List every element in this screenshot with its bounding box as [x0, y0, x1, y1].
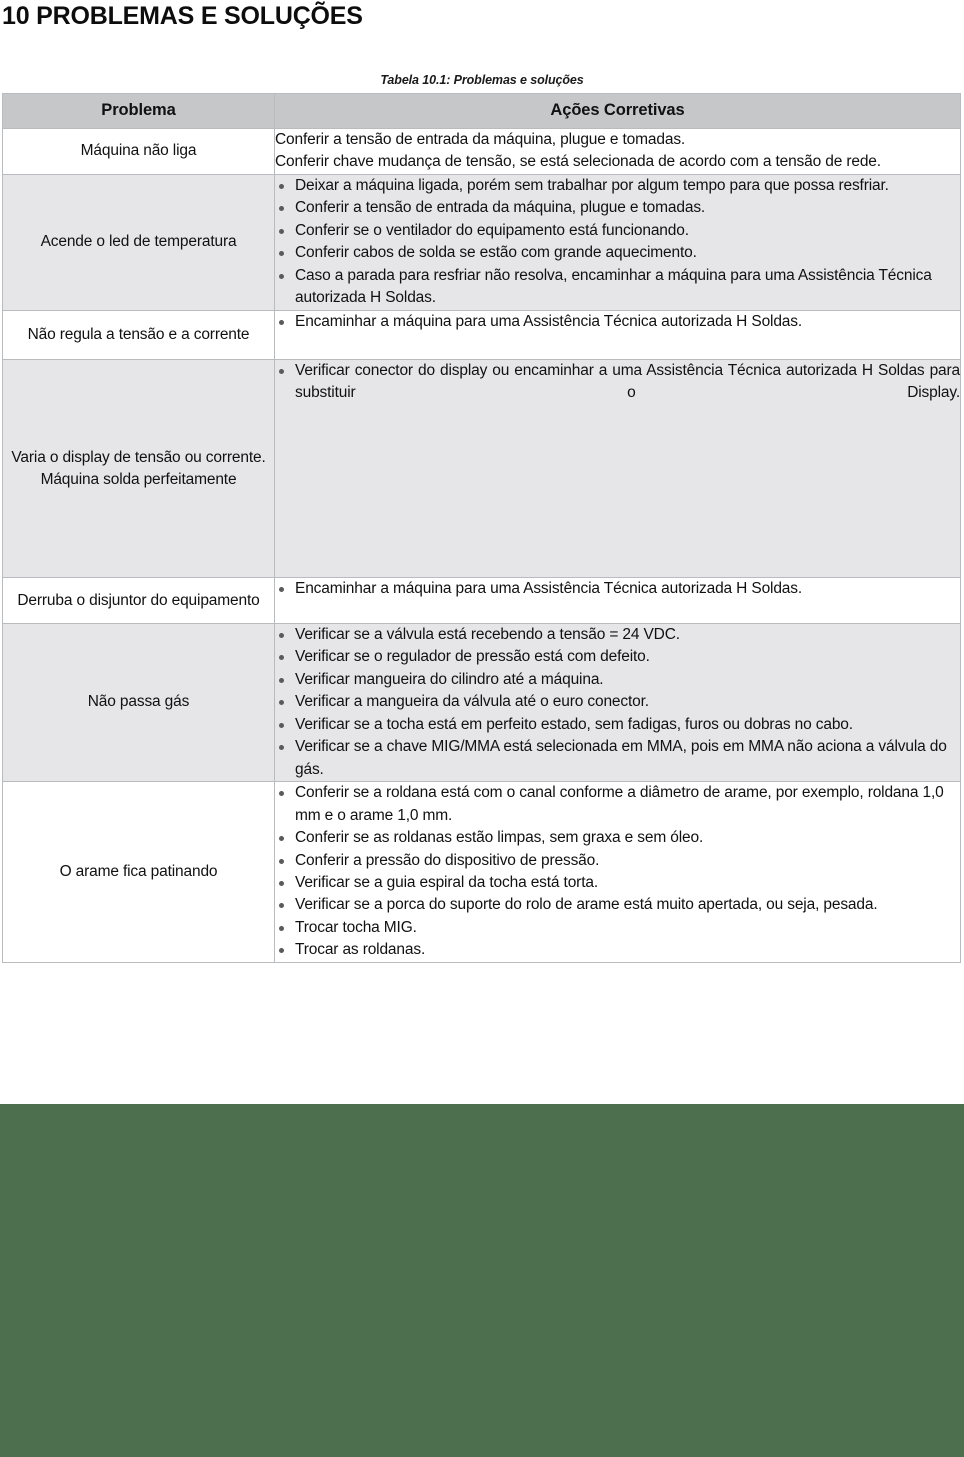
- action-list-item: [275, 175, 960, 197]
- action-list-item: [275, 894, 960, 916]
- bullet-icon: [279, 723, 284, 728]
- action-text: Verificar mangueira do cilindro até a máquina.: [295, 670, 604, 688]
- actions-cell: [275, 623, 961, 781]
- table-row: [3, 128, 961, 174]
- bullet-icon: [279, 926, 284, 931]
- problem-cell: [3, 174, 275, 310]
- action-paragraph: Conferir a tensão de entrada da máquina, plugue e tomadas.: [275, 130, 686, 148]
- problem-cell: [3, 578, 275, 623]
- cell-spacer: [275, 427, 960, 577]
- bullet-icon: [279, 274, 284, 279]
- actions-cell: [275, 174, 961, 310]
- actions-cell: [275, 782, 961, 963]
- bullet-icon: [279, 587, 284, 592]
- bullet-icon: [279, 633, 284, 638]
- action-list-item: [275, 782, 960, 827]
- action-list: [275, 311, 960, 333]
- bullet-icon: [279, 700, 284, 705]
- problem-label: Não passa gás: [87, 693, 190, 711]
- action-text: Conferir a tensão de entrada da máquina, plugue e tomadas.: [295, 199, 706, 217]
- action-text: Conferir se as roldanas estão limpas, sem graxa e sem óleo.: [295, 829, 704, 847]
- action-text: Trocar tocha MIG.: [295, 918, 417, 936]
- action-list-item: [275, 669, 960, 691]
- action-paragraphs: [275, 129, 960, 174]
- action-list-item: [275, 624, 960, 646]
- bullet-icon: [279, 791, 284, 796]
- bullet-icon: [279, 859, 284, 864]
- table-caption: Tabela 10.1: Problemas e soluções: [380, 72, 584, 87]
- cell-spacer: [275, 333, 960, 359]
- bullet-icon: [279, 655, 284, 660]
- action-list-item: [275, 242, 960, 264]
- bullet-icon: [279, 184, 284, 189]
- action-text: Verificar se a chave MIG/MMA está selecionada em MMA, pois em MMA não aciona a válvula do gás.: [295, 738, 947, 778]
- action-list-item: [275, 850, 960, 872]
- action-text: Verificar se a válvula está recebendo a tensão = 24 VDC.: [295, 625, 680, 643]
- action-text: Verificar se o regulador de pressão está com defeito.: [295, 648, 650, 666]
- bullet-icon: [279, 251, 284, 256]
- table-header-row: [3, 93, 961, 128]
- bullet-icon: [279, 745, 284, 750]
- bullet-icon: [279, 903, 284, 908]
- problem-cell: [3, 310, 275, 359]
- action-list-item: [275, 220, 960, 242]
- bullet-icon: [279, 369, 284, 374]
- action-text: Verificar se a guia espiral da tocha está torta.: [295, 874, 598, 891]
- action-list: [275, 360, 960, 427]
- action-text: Conferir se a roldana está com o canal conforme a diâmetro de arame, por exemplo, roldana 1,0 mm e o arame 1,0 mm.: [295, 784, 944, 824]
- problems-solutions-table: [2, 93, 961, 963]
- problem-cell: [3, 623, 275, 781]
- action-text: Encaminhar a máquina para uma Assistência Técnica autorizada H Soldas.: [295, 580, 803, 598]
- problem-label: Acende o led de temperatura: [40, 233, 237, 251]
- action-list-item: [275, 311, 960, 333]
- action-list-item: [275, 939, 960, 961]
- bullet-icon: [279, 206, 284, 211]
- table-row: [3, 359, 961, 577]
- action-list-item: [275, 691, 960, 713]
- table-row: [3, 782, 961, 963]
- column-header-problema: Problema: [3, 93, 275, 128]
- action-text: Verificar se a tocha está em perfeito estado, sem fadigas, furos ou dobras no cabo.: [295, 715, 853, 733]
- action-list: [275, 782, 960, 962]
- action-list-item: [275, 714, 960, 736]
- bullet-icon: [279, 881, 284, 886]
- actions-cell: [275, 578, 961, 623]
- action-list-item: [275, 578, 960, 600]
- table-row: [3, 623, 961, 781]
- problem-label: Derruba o disjuntor do equipamento: [17, 591, 260, 609]
- action-list-item: [275, 872, 960, 894]
- action-text: Verificar a mangueira da válvula até o euro conector.: [295, 693, 649, 711]
- problem-label: Máquina não liga: [80, 142, 197, 160]
- action-list: [275, 175, 960, 310]
- action-text: Conferir a pressão do dispositivo de pressão.: [295, 851, 600, 869]
- table-row: [3, 310, 961, 359]
- cell-spacer: [275, 601, 960, 623]
- action-text: Deixar a máquina ligada, porém sem trabalhar por algum tempo para que possa resfriar.: [295, 176, 889, 194]
- action-text: Verificar conector do display ou encaminhar a uma Assistência Técnica autorizada H Soldas para substituir o Display.: [295, 361, 960, 402]
- bullet-icon: [279, 229, 284, 234]
- column-header-acoes-corretivas: Ações Corretivas: [275, 93, 961, 128]
- action-list-item: [275, 827, 960, 849]
- table-body: [3, 128, 961, 962]
- actions-cell: [275, 359, 961, 577]
- problem-cell: [3, 128, 275, 174]
- problem-cell: [3, 782, 275, 963]
- action-list: [275, 624, 960, 781]
- problem-label: O arame fica patinando: [59, 863, 218, 880]
- action-list-item: [275, 917, 960, 939]
- bullet-icon: [279, 836, 284, 841]
- bullet-icon: [279, 948, 284, 953]
- action-paragraph: Conferir chave mudança de tensão, se está selecionada de acordo com a tensão de rede.: [275, 153, 881, 171]
- problem-label: Não regula a tensão e a corrente: [27, 325, 250, 343]
- table-row: [3, 578, 961, 623]
- problem-cell: [3, 359, 275, 577]
- action-text: Conferir cabos de solda se estão com grande aquecimento.: [295, 244, 697, 262]
- action-text: Encaminhar a máquina para uma Assistência Técnica autorizada H Soldas.: [295, 312, 803, 330]
- action-text: Conferir se o ventilador do equipamento está funcionando.: [295, 221, 689, 239]
- action-text: Trocar as roldanas.: [295, 941, 426, 959]
- action-text: Caso a parada para resfriar não resolva, encaminhar a máquina para uma Assistência Técnica autorizada H Soldas.: [295, 266, 932, 307]
- actions-cell: [275, 310, 961, 359]
- action-list-item: [275, 265, 960, 310]
- actions-cell: [275, 128, 961, 174]
- page-title: 10 PROBLEMAS E SOLUÇÕES: [2, 2, 363, 30]
- action-list-item: [275, 197, 960, 219]
- bullet-icon: [279, 678, 284, 683]
- table-header: [3, 93, 961, 128]
- bullet-icon: [279, 320, 284, 325]
- action-list-item: [275, 736, 960, 781]
- action-list-item: [275, 360, 960, 427]
- action-text: Verificar se a porca do suporte do rolo de arame está muito apertada, ou seja, pesada.: [295, 896, 878, 914]
- table-row: [3, 174, 961, 310]
- problem-label: Varia o display de tensão ou corrente. Máquina solda perfeitamente: [11, 448, 266, 488]
- action-list-item: [275, 646, 960, 668]
- action-list: [275, 578, 960, 600]
